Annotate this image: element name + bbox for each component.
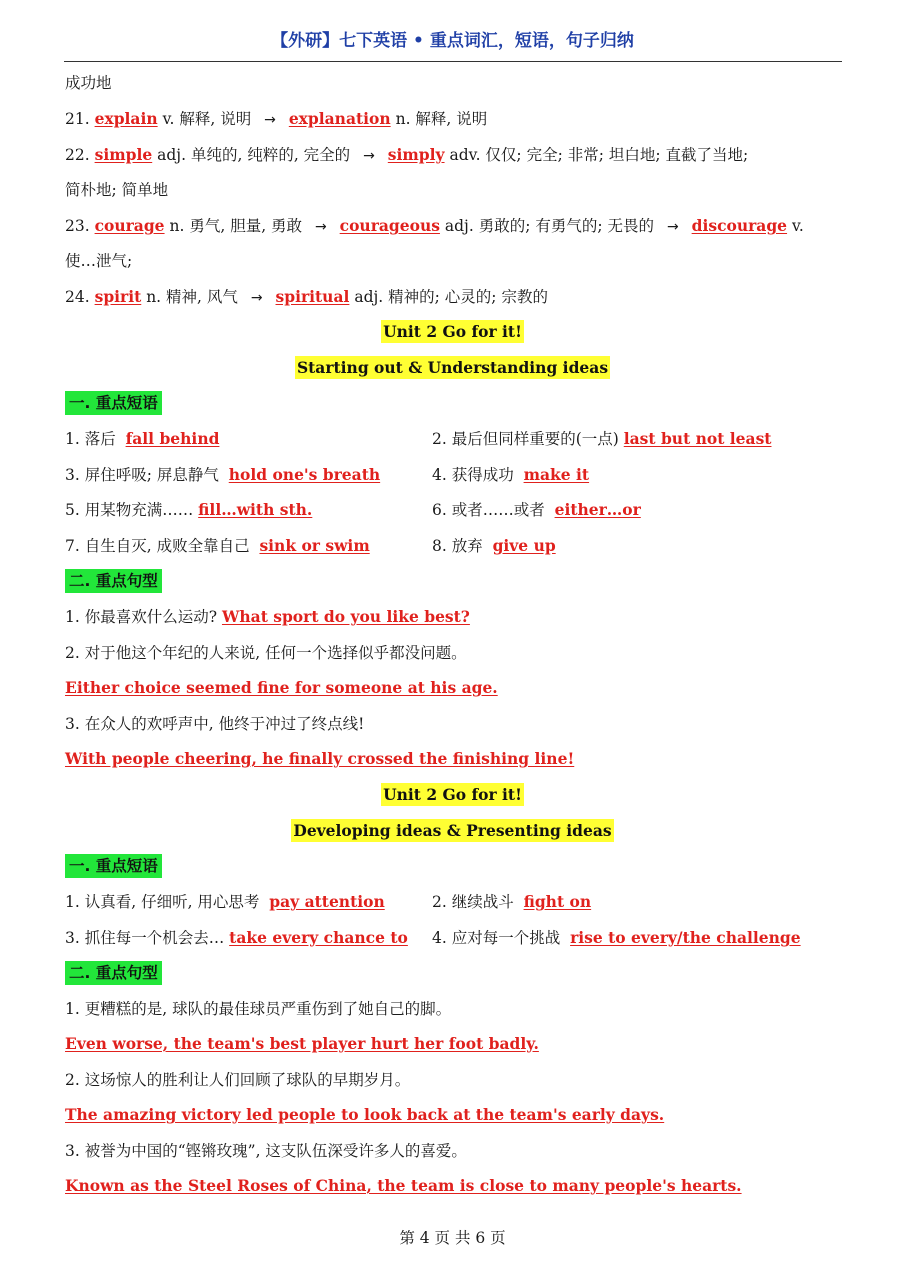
section-subtitle	[0, 821, 905, 840]
answer-word: discourage	[691, 216, 788, 235]
vocab-item-23-continuation: 使…泄气;	[65, 252, 133, 270]
section-subtitle	[0, 358, 905, 377]
sentences-heading	[65, 571, 162, 591]
unit-title	[0, 785, 905, 804]
phrase-cn: 7. 自生自灭, 成败全靠自己	[65, 537, 250, 555]
phrase-answer: pay attention	[269, 892, 385, 911]
phrase-item	[432, 465, 589, 485]
definition: n. 勇气, 胆量, 勇敢	[169, 217, 303, 235]
sentence-answer: Either choice seemed fine for someone at his age.	[65, 678, 498, 697]
phrase-cn: 1. 认真看, 仔细听, 用心思考	[65, 893, 260, 911]
unit-title-text: Unit 2 Go for it!	[383, 785, 522, 804]
phrase-answer: give up	[492, 536, 556, 555]
phrase-item	[65, 892, 385, 912]
sentence-cn: 2. 对于他这个年纪的人来说, 任何一个选择似乎都没问题。	[65, 644, 467, 662]
arrow-icon: →	[250, 290, 263, 306]
sentence-cn: 3. 被誉为中国的“铿锵玫瑰”, 这支队伍深受许多人的喜爱。	[65, 1142, 467, 1160]
phrase-cn: 6. 或者……或者	[432, 501, 545, 519]
item-number: 21.	[65, 110, 90, 128]
definition: v.	[791, 217, 804, 235]
vocab-item-22	[65, 145, 748, 166]
arrow-icon: →	[363, 148, 375, 164]
phrase-cn: 1. 落后	[65, 430, 116, 448]
phrase-item	[432, 500, 641, 520]
phrase-item	[65, 429, 219, 449]
unit-title	[0, 322, 905, 341]
phrase-item	[65, 465, 380, 485]
definition: n. 解释, 说明	[395, 110, 488, 128]
sentence-answer: Known as the Steel Roses of China, the team is close to many people's hearts.	[65, 1176, 742, 1195]
vocab-continuation: 成功地	[65, 74, 112, 92]
phrase-cn: 3. 抓住每一个机会去…	[65, 929, 225, 947]
definition: n. 精神, 风气	[146, 288, 238, 306]
sentences-heading-text: 二. 重点句型	[65, 961, 162, 985]
unit-title-text: Unit 2 Go for it!	[383, 322, 522, 341]
sentence-cn: 1. 你最喜欢什么运动?	[65, 608, 218, 626]
phrase-cn: 2. 最后但同样重要的(一点)	[432, 430, 619, 448]
phrase-answer: rise to every/the challenge	[570, 928, 801, 947]
phrase-answer: fall behind	[125, 429, 220, 448]
phrase-cn: 4. 应对每一个挑战	[432, 929, 561, 947]
section-subtitle-text: Developing ideas & Presenting ideas	[293, 821, 612, 840]
definition: adj. 单纯的, 纯粹的, 完全的	[157, 146, 351, 164]
answer-word: courage	[94, 216, 165, 235]
arrow-icon: →	[666, 219, 679, 235]
phrase-item	[432, 429, 771, 449]
answer-word: simply	[387, 145, 445, 164]
phrase-answer: sink or swim	[259, 536, 370, 555]
page-header-title: 【外研】七下英语 • 重点词汇，短语，句子归纳	[271, 31, 634, 51]
sentence-answer: With people cheering, he finally crossed the finishing line!	[65, 749, 575, 768]
sentences-heading	[65, 963, 162, 983]
phrase-item	[432, 892, 591, 912]
arrow-icon: →	[264, 112, 276, 128]
definition: v. 解释, 说明	[162, 110, 252, 128]
phrase-item	[432, 928, 801, 948]
answer-word: explain	[94, 109, 158, 128]
header-divider	[64, 61, 842, 62]
phrases-heading-text: 一. 重点短语	[65, 854, 162, 878]
phrase-answer: make it	[523, 465, 590, 484]
sentence-cn: 2. 这场惊人的胜利让人们回顾了球队的早期岁月。	[65, 1071, 411, 1089]
phrase-item	[65, 928, 408, 948]
definition: adj. 勇敢的; 有勇气的; 无畏的	[444, 217, 655, 235]
phrase-cn: 2. 继续战斗	[432, 893, 514, 911]
phrase-item	[432, 536, 556, 556]
phrase-answer: last but not least	[623, 429, 772, 448]
phrase-answer: either…or	[554, 500, 641, 519]
phrase-answer: take every chance to	[229, 928, 408, 947]
phrase-cn: 3. 屏住呼吸; 屏息静气	[65, 466, 219, 484]
phrase-item	[65, 500, 312, 520]
sentence-item	[65, 607, 470, 627]
section-subtitle-text: Starting out & Understanding ideas	[296, 358, 609, 377]
phrase-cn: 5. 用某物充满……	[65, 501, 194, 519]
sentence-answer: What sport do you like best?	[221, 607, 470, 626]
item-number: 23.	[65, 217, 90, 235]
answer-word: explanation	[288, 109, 391, 128]
phrase-cn: 4. 获得成功	[432, 466, 514, 484]
phrase-answer: fill…with sth.	[198, 500, 313, 519]
answer-word: courageous	[339, 216, 440, 235]
phrases-heading-text: 一. 重点短语	[65, 391, 162, 415]
sentence-answer: Even worse, the team's best player hurt her foot badly.	[65, 1034, 539, 1053]
phrase-answer: fight on	[523, 892, 592, 911]
answer-word: spirit	[94, 287, 142, 306]
definition: adv. 仅仅; 完全; 非常; 坦白地; 直截了当地;	[449, 146, 749, 164]
sentence-answer: The amazing victory led people to look back at the team's early days.	[65, 1105, 665, 1124]
item-number: 22.	[65, 146, 90, 164]
phrases-heading	[65, 856, 162, 876]
sentence-cn: 1. 更糟糕的是, 球队的最佳球员严重伤到了她自己的脚。	[65, 1000, 452, 1018]
vocab-item-24	[65, 287, 548, 308]
sentence-cn: 3. 在众人的欢呼声中, 他终于冲过了终点线!	[65, 715, 365, 733]
vocab-item-22-continuation: 简朴地; 简单地	[65, 181, 169, 199]
vocab-item-23	[65, 216, 804, 237]
arrow-icon: →	[314, 219, 327, 235]
page-number: 第 4 页 共 6 页	[399, 1229, 506, 1247]
phrase-item	[65, 536, 370, 556]
answer-word: simple	[94, 145, 153, 164]
phrase-answer: hold one's breath	[228, 465, 381, 484]
phrases-heading	[65, 393, 162, 413]
answer-word: spiritual	[275, 287, 350, 306]
phrase-cn: 8. 放弃	[432, 537, 483, 555]
item-number: 24.	[65, 288, 90, 306]
vocab-item-21	[65, 109, 487, 130]
definition: adj. 精神的; 心灵的; 宗教的	[354, 288, 548, 306]
sentences-heading-text: 二. 重点句型	[65, 569, 162, 593]
